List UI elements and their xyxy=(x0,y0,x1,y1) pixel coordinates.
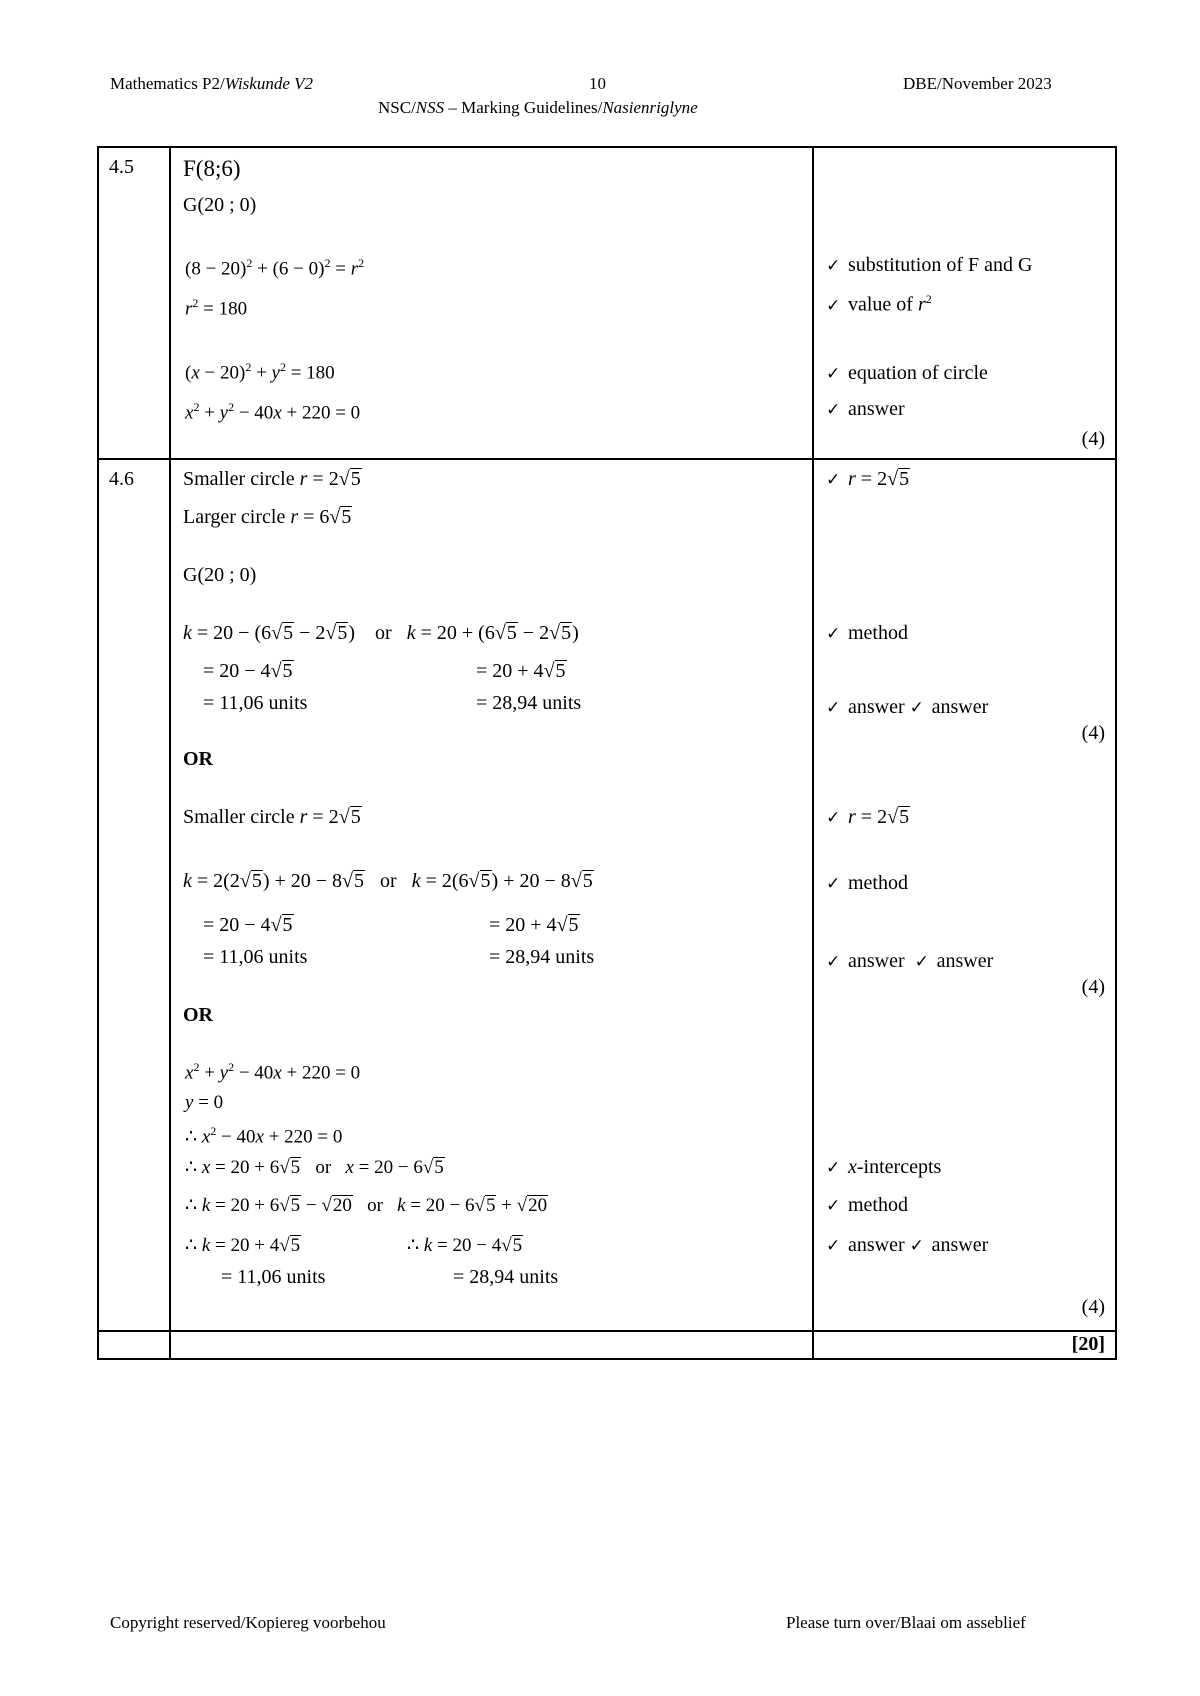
math-line: F(8;6) xyxy=(183,156,241,181)
mark-item: ✓ r = 2√5 xyxy=(826,806,910,828)
mark-item: ✓ x-intercepts xyxy=(826,1156,942,1178)
check-icon: ✓ xyxy=(826,624,841,644)
solution-cell xyxy=(171,148,812,458)
math-line: $x^2 + y^2 - 40x + 220 = 0$ xyxy=(185,1060,361,1084)
check-icon: ✓ xyxy=(826,295,841,316)
math-line: $x^2 + y^2 - 40x + 220 = 0$ xyxy=(185,400,361,424)
math-line: = 11,06 units xyxy=(203,946,308,968)
mark-item: ✓ answer ✓ answer xyxy=(826,696,989,718)
check-icon: ✓ xyxy=(826,256,841,276)
math-line: k = 20 − (6√5 − 2√5) or k = 20 + (6√5 − 2√5) xyxy=(183,622,579,644)
mark-item: ✓ r = 2√5 xyxy=(826,468,910,490)
check-icon: ✓ xyxy=(826,874,841,894)
math-line: = 28,94 units xyxy=(453,1266,559,1288)
header-subtitle: NSC/NSS – Marking Guidelines/Nasienriglyne xyxy=(378,98,698,117)
math-line: Larger circle r = 6√5 xyxy=(183,506,352,528)
math-line: Smaller circle r = 2√5 xyxy=(183,806,361,828)
solution-cell xyxy=(171,460,812,1330)
or-heading: OR xyxy=(183,1004,213,1026)
mark-item: ✓ value of $r^2$ xyxy=(826,292,932,316)
question-number: 4.6 xyxy=(109,468,134,490)
mark-total: (4) xyxy=(1081,722,1105,744)
check-icon: ✓ xyxy=(826,1196,841,1216)
math-line: ∴ $x^2 - 40x + 220 = 0$ xyxy=(185,1124,343,1148)
check-icon: ✓ xyxy=(914,952,929,972)
marks-cell xyxy=(814,148,1115,458)
math-line: G(20 ; 0) xyxy=(183,564,257,586)
or-heading: OR xyxy=(183,748,213,770)
mark-total: (4) xyxy=(1081,428,1105,450)
mark-item: ✓ equation of circle xyxy=(826,362,988,384)
math-line: = 20 − 4√5 xyxy=(203,914,293,936)
question-4-6-row xyxy=(98,459,1116,1331)
math-line: $r^2 = 180$ xyxy=(185,296,248,320)
page-number: 10 xyxy=(589,74,606,93)
check-icon: ✓ xyxy=(909,698,924,718)
math-line: k = 2(2√5) + 20 − 8√5 or k = 2(6√5) + 20 − 8√5 xyxy=(183,870,593,892)
mark-item: ✓ answer ✓ answer xyxy=(826,1234,989,1256)
check-icon: ✓ xyxy=(826,400,841,420)
question-4-5-row xyxy=(98,147,1116,459)
check-icon: ✓ xyxy=(826,470,841,490)
check-icon: ✓ xyxy=(826,698,841,718)
math-line: = 28,94 units xyxy=(476,692,582,714)
header-subject: Mathematics P2/Wiskunde V2 xyxy=(110,74,314,93)
mark-item: ✓ method xyxy=(826,1194,908,1216)
math-line: = 20 + 4√5 xyxy=(476,660,566,682)
total-row xyxy=(98,1331,1116,1359)
check-icon: ✓ xyxy=(909,1236,924,1256)
check-icon: ✓ xyxy=(826,808,841,828)
check-icon: ✓ xyxy=(826,1236,841,1256)
marks-cell xyxy=(814,460,1115,1330)
math-line: y = 0 xyxy=(185,1092,224,1113)
math-line: = 11,06 units xyxy=(203,692,308,714)
math-line: ∴ k = 20 + 6√5 − √20 or k = 20 − 6√5 + √20 xyxy=(185,1195,548,1216)
mark-total: (4) xyxy=(1081,1296,1105,1318)
check-icon: ✓ xyxy=(826,364,841,384)
math-line: ∴ k = 20 − 4√5 xyxy=(407,1235,523,1256)
math-line: = 28,94 units xyxy=(489,946,595,968)
check-icon: ✓ xyxy=(826,1158,841,1178)
mark-item: ✓ answer ✓ answer xyxy=(826,950,994,972)
turn-over-note: Please turn over/Blaai om asseblief xyxy=(786,1613,1026,1632)
math-line: $(8 - 20)^2 + (6 - 0)^2 = r^2$ xyxy=(185,256,365,280)
mark-item: ✓ method xyxy=(826,872,908,894)
mark-item: ✓ substitution of F and G xyxy=(826,254,1033,276)
mark-item: ✓ method xyxy=(826,622,908,644)
mark-total: (4) xyxy=(1081,976,1105,998)
math-line: G(20 ; 0) xyxy=(183,194,257,216)
math-line: = 20 − 4√5 xyxy=(203,660,293,682)
marking-table xyxy=(97,146,1117,1360)
math-line: ∴ k = 20 + 4√5 xyxy=(185,1235,301,1256)
math-line: ∴ x = 20 + 6√5 or x = 20 − 6√5 xyxy=(185,1157,444,1178)
math-line: = 20 + 4√5 xyxy=(489,914,579,936)
math-line: $(x - 20)^2 + y^2 = 180$ xyxy=(185,360,335,384)
header-date: DBE/November 2023 xyxy=(903,74,1052,93)
math-line: = 11,06 units xyxy=(221,1266,326,1288)
mark-item: ✓ answer xyxy=(826,398,905,420)
copyright-note: Copyright reserved/Kopiereg voorbehou xyxy=(110,1613,386,1632)
math-line: Smaller circle r = 2√5 xyxy=(183,468,361,490)
question-total: [20] xyxy=(1071,1333,1105,1355)
question-number: 4.5 xyxy=(109,156,134,178)
check-icon: ✓ xyxy=(826,952,841,972)
